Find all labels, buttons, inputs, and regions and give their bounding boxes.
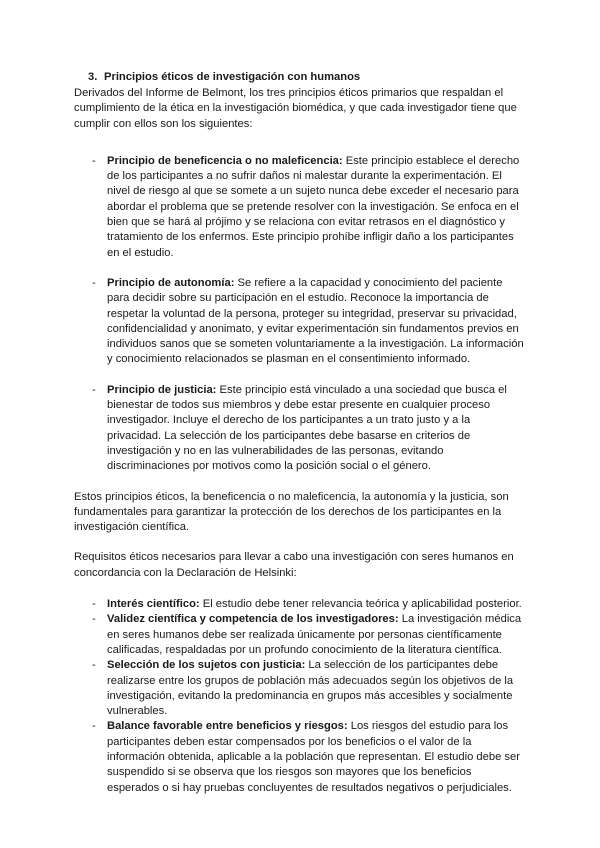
requirement-text: El estudio debe tener relevancia teórica y aplicabilidad posterior. (199, 598, 522, 611)
list-spacer (92, 368, 526, 383)
dash-bullet: - (92, 598, 96, 611)
principle-text: Este principio establece el derecho de los participantes a no sufrir daños ni malestar durante la experimentación. El nivel de riesgo al que se somete a un sujeto nunca debe exceder el necesario para abordar el problema que se pretende resolver con la investigación. Se enfoca en el bien que se hará al prójimo y se relaciona con evitar retrasos en el diagnóstico y tratamiento de los enfermos. Este principio prohíbe infligir daño a los participantes en el estudio. (107, 154, 520, 259)
requirement-text: La investigación médica en seres humanos debe ser realizada únicamente por personas científicamente calificadas, respaldadas por un profundo conocimiento de la literatura científica. (107, 613, 522, 656)
dash-bullet: - (92, 383, 96, 396)
principle-text: Se refiere a la capacidad y conocimiento del paciente para decidir sobre su participación en el estudio. Reconoce la importancia de respetar la voluntad de la persona, proteger su integridad, preservar su privacidad, confidencialidad y anonimato, y evitar experimentación sin fundamentos previos en individuos sanos que se someten voluntariamente a la investigación. La información y conocimiento relacionados se plasman en el consentimiento informado. (107, 276, 524, 366)
section-number: 3. (88, 71, 98, 83)
principle-beneficence (92, 154, 526, 261)
requirements-intro-paragraph: Requisitos éticos necesarios para llevar a cabo una investigación con seres humanos en concordancia con la Declaración de Helsinki: (74, 551, 514, 579)
requirement-text: La selección de los participantes debe realizarse entre los grupos de población más adecuados según los objetivos de la investigación, evitando la predominancia en grupos más accesibles y socialmente vulnerables. (107, 659, 514, 718)
principles-list (74, 154, 526, 475)
dash-bullet: - (92, 154, 96, 167)
principle-term: Principio de justicia: (107, 383, 217, 396)
requirement-text: Los riesgos del estudio para los participantes deben estar compensados por los beneficios o el valor de la información obtenida, aplicable a la población que representan. El estudio debe ser suspendido si se observa que los riesgos son mayores que los beneficios esperados o si hay pruebas concluyentes de resultados negativos o perjudiciales. (107, 720, 520, 794)
requirement-scientific-validity (92, 612, 526, 658)
section-title: Principios éticos de investigación con humanos (104, 71, 361, 83)
principle-justice (92, 383, 526, 475)
requirement-scientific-interest (92, 597, 526, 612)
requirement-term: Selección de los sujetos con justicia: (107, 659, 306, 672)
summary-paragraph: Estos principios éticos, la beneficencia o no maleficencia, la autonomía y la justicia, son fundamentales para garantizar la protección de los derechos de los participantes en la investigación científica. (74, 490, 509, 534)
requirement-fair-selection (92, 658, 526, 719)
dash-bullet: - (92, 276, 96, 289)
requirement-term: Balance favorable entre beneficios y riesgos: (107, 720, 348, 733)
requirement-risk-benefit-balance (92, 719, 526, 795)
dash-bullet: - (92, 720, 96, 733)
requirement-term: Validez científica y competencia de los investigadores: (107, 613, 399, 626)
section-heading (88, 70, 526, 85)
principle-autonomy (92, 276, 526, 368)
requirement-term: Interés científico: (107, 598, 200, 611)
requirements-list (74, 597, 526, 796)
principle-term: Principio de beneficencia o no maleficencia: (107, 154, 343, 167)
dash-bullet: - (92, 659, 96, 672)
dash-bullet: - (92, 613, 96, 626)
principle-text: Este principio está vinculado a una sociedad que busca el bienestar de todos sus miembros y debe estar presente en cualquier proceso investigador. Incluye el derecho de los participantes a un trato justo y a la privacidad. La selección de los participantes debe basarse en criterios de investigación y no en las vulnerabilidades de las personas, evitando discriminaciones por motivos como la posición social o el género. (107, 383, 507, 473)
list-spacer (92, 261, 526, 276)
document-page (74, 70, 526, 796)
intro-paragraph: Derivados del Informe de Belmont, los tres principios éticos primarios que respaldan el cumplimiento de la ética en la investigación biomédica, y que cada investigador tiene que cumplir con ellos son los siguientes: (74, 87, 517, 130)
principle-term: Principio de autonomía: (107, 276, 235, 289)
